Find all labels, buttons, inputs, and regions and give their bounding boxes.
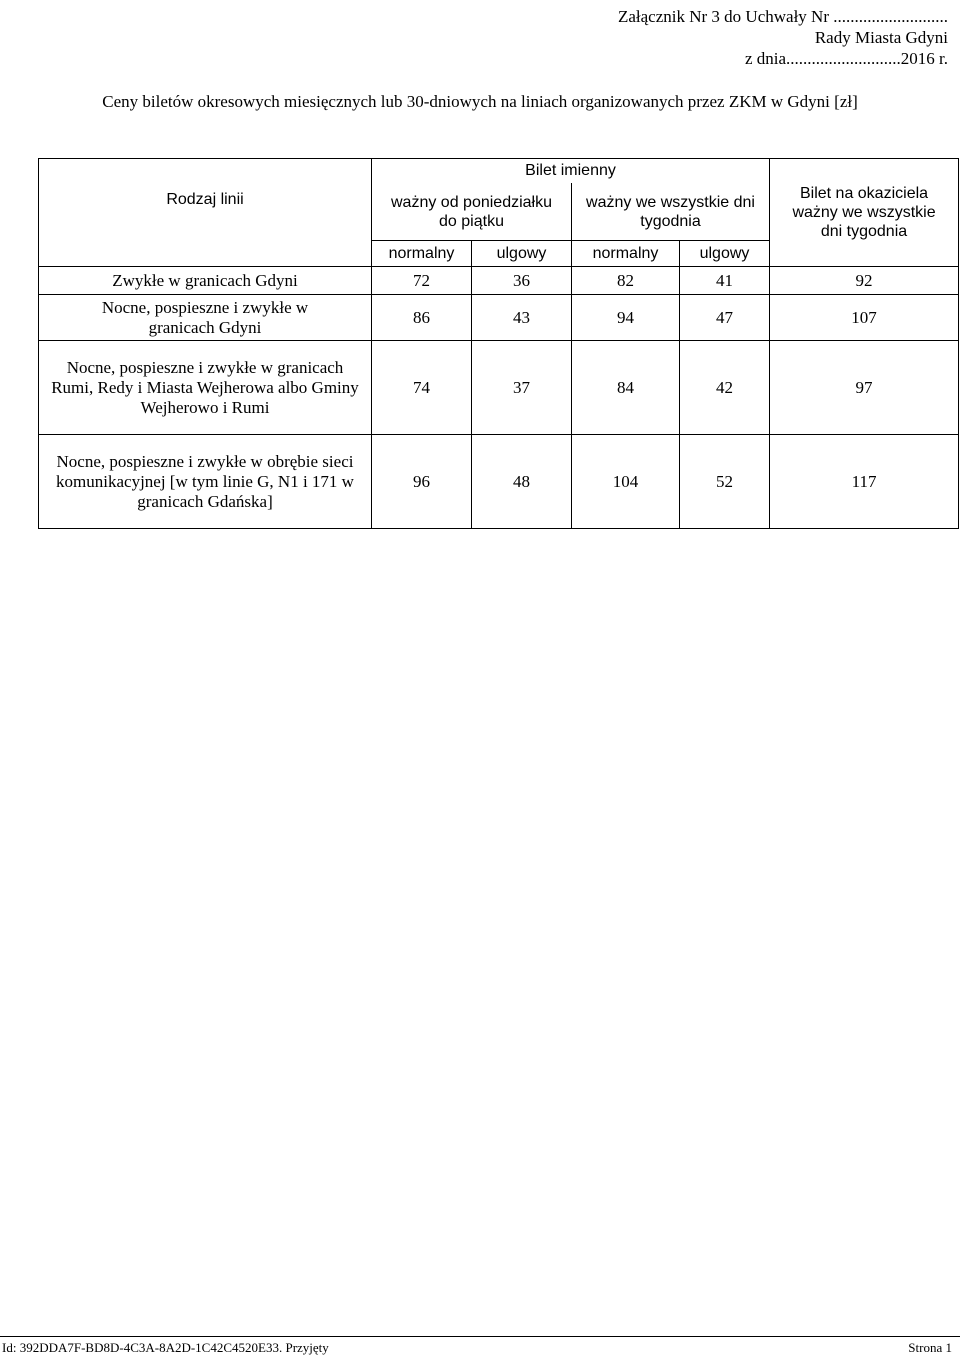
price-cell: 94	[572, 295, 680, 341]
price-cell: 47	[680, 295, 770, 341]
attachment-header	[618, 6, 948, 69]
price-cell: 97	[770, 341, 959, 435]
header-named-ticket: Bilet imienny	[372, 159, 770, 183]
table-row	[39, 295, 959, 341]
row-label	[39, 435, 372, 529]
row-label-text: Nocne, pospieszne i zwykłe w granicach Rumi, Redy i Miasta Wejherowa albo Gminy Wejherowo i Rumi	[51, 357, 359, 417]
header-line-type-spacer	[39, 241, 372, 267]
price-cell: 74	[372, 341, 472, 435]
header-reduced-weekdays: ulgowy	[472, 241, 572, 267]
attachment-line: Załącznik Nr 3 do Uchwały Nr ...........................	[617, 7, 948, 26]
price-cell: 37	[472, 341, 572, 435]
document-title: Ceny biletów okresowych miesięcznych lub 30-dniowych na liniach organizowanych przez ZKM w Gdyni [zł]	[102, 92, 858, 111]
header-bearer-ticket-label: Bilet na okaziciela ważny we wszystkie dni tygodnia	[792, 185, 936, 240]
price-cell: 82	[572, 267, 680, 295]
header-normal-alldays: normalny	[572, 241, 680, 267]
price-cell: 92	[770, 267, 959, 295]
price-table	[38, 158, 959, 529]
header-reduced-alldays: ulgowy	[680, 241, 770, 267]
price-cell: 117	[770, 435, 959, 529]
price-cell: 42	[680, 341, 770, 435]
header-weekdays	[372, 183, 572, 241]
row-label	[39, 295, 372, 341]
footer-divider	[0, 1336, 960, 1337]
page-number: Strona 1	[908, 1340, 952, 1355]
price-cell: 43	[472, 295, 572, 341]
header-normal-weekdays: normalny	[372, 241, 472, 267]
header-line-type: Rodzaj linii	[39, 159, 372, 241]
price-cell: 36	[472, 267, 572, 295]
table-row	[39, 341, 959, 435]
price-cell: 104	[572, 435, 680, 529]
header-alldays-label: ważny we wszystkie dni tygodnia	[586, 193, 755, 230]
price-cell: 41	[680, 267, 770, 295]
row-label-text: Nocne, pospieszne i zwykłe w granicach Gdyni	[101, 297, 309, 337]
price-cell: 86	[372, 295, 472, 341]
price-cell: 84	[572, 341, 680, 435]
price-cell: 107	[770, 295, 959, 341]
row-label	[39, 341, 372, 435]
price-cell: 52	[680, 435, 770, 529]
price-cell: 72	[372, 267, 472, 295]
table-row	[39, 435, 959, 529]
table-row	[39, 267, 959, 295]
row-label-text: Nocne, pospieszne i zwykłe w obrębie sieci komunikacyjnej [w tym linie G, N1 i 171 w granicach Gdańska]	[56, 451, 354, 511]
document-id: Id: 392DDA7F-BD8D-4C3A-8A2D-1C42C4520E33. Przyjęty	[2, 1340, 329, 1355]
header-weekdays-label: ważny od poniedziałku do piątku	[391, 193, 552, 230]
price-cell: 96	[372, 435, 472, 529]
header-alldays	[572, 183, 770, 241]
price-cell: 48	[472, 435, 572, 529]
row-label: Zwykłe w granicach Gdyni	[39, 267, 372, 295]
date-line: z dnia...........................2016 r.	[744, 49, 948, 68]
council-line: Rady Miasta Gdyni	[814, 28, 948, 47]
header-bearer-ticket	[770, 159, 959, 267]
